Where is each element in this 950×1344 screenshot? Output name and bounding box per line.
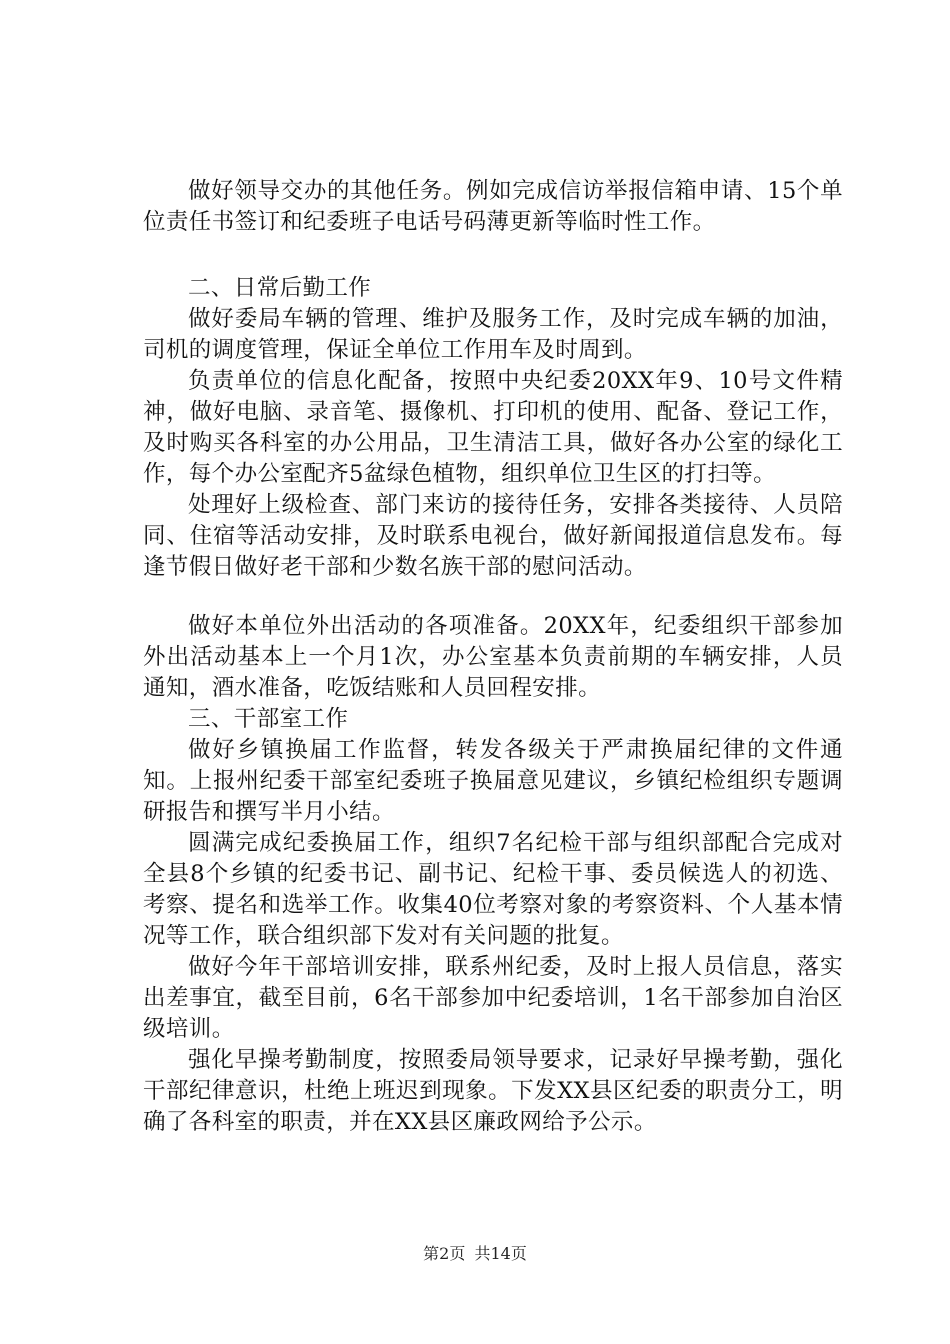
document-body [143, 176, 843, 1138]
paragraph-other-tasks: 做好领导交办的其他任务。例如完成信访举报信箱申请、15个单位责任书签订和纪委班子电话号码薄更新等临时性工作。 [143, 178, 843, 235]
section-heading-cadre-office: 三、干部室工作 [188, 706, 349, 732]
paragraph-it-equipment: 负责单位的信息化配备，按照中央纪委20XX年9、10号文件精神，做好电脑、录音笔、摄像机、打印机的使用、配备、登记工作，及时购买各科室的办公用品，卫生清洁工具，做好各办公室的绿化工作，每个办公室配齐5盆绿色植物，组织单位卫生区的打扫等。 [143, 368, 843, 487]
paragraph-training: 做好今年干部培训安排，联系州纪委，及时上报人员信息，落实出差事宜，截至目前，6名干部参加中纪委培训，1名干部参加自治区级培训。 [143, 954, 843, 1042]
page-total: 共14页 [474, 1244, 527, 1263]
paragraph-election-supervision: 做好乡镇换届工作监督，转发各级关于严肃换届纪律的文件通知。上报州纪委干部室纪委班子换届意见建议，乡镇纪检组织专题调研报告和撰写半月小结。 [143, 737, 843, 825]
page-number: 第2页 [423, 1244, 466, 1263]
paragraph-election-completion: 圆满完成纪委换届工作，组织7名纪检干部与组织部配合完成对全县8个乡镇的纪委书记、副书记、纪检干事、委员候选人的初选、考察、提名和选举工作。收集40位考察对象的考察资料、个人基本情况等工作，联合组织部下发对有关问题的批复。 [143, 830, 843, 949]
paragraph-reception: 处理好上级检查、部门来访的接待任务，安排各类接待、人员陪同、住宿等活动安排，及时联系电视台，做好新闻报道信息发布。每逢节假日做好老干部和少数名族干部的慰问活动。 [143, 492, 843, 580]
paragraph-vehicles: 做好委局车辆的管理、维护及服务工作，及时完成车辆的加油，司机的调度管理，保证全单位工作用车及时周到。 [143, 306, 843, 363]
paragraph-attendance: 强化早操考勤制度，按照委局领导要求，记录好早操考勤，强化干部纪律意识，杜绝上班迟到现象。下发XX县区纪委的职责分工，明确了各科室的职责，并在XX县区廉政网给予公示。 [143, 1047, 843, 1135]
paragraph-outings: 做好本单位外出活动的各项准备。20XX年，纪委组织干部参加外出活动基本上一个月1次，办公室基本负责前期的车辆安排，人员通知，酒水准备，吃饭结账和人员回程安排。 [143, 613, 843, 701]
page-footer [0, 1244, 950, 1264]
section-heading-logistics: 二、日常后勤工作 [188, 275, 372, 301]
